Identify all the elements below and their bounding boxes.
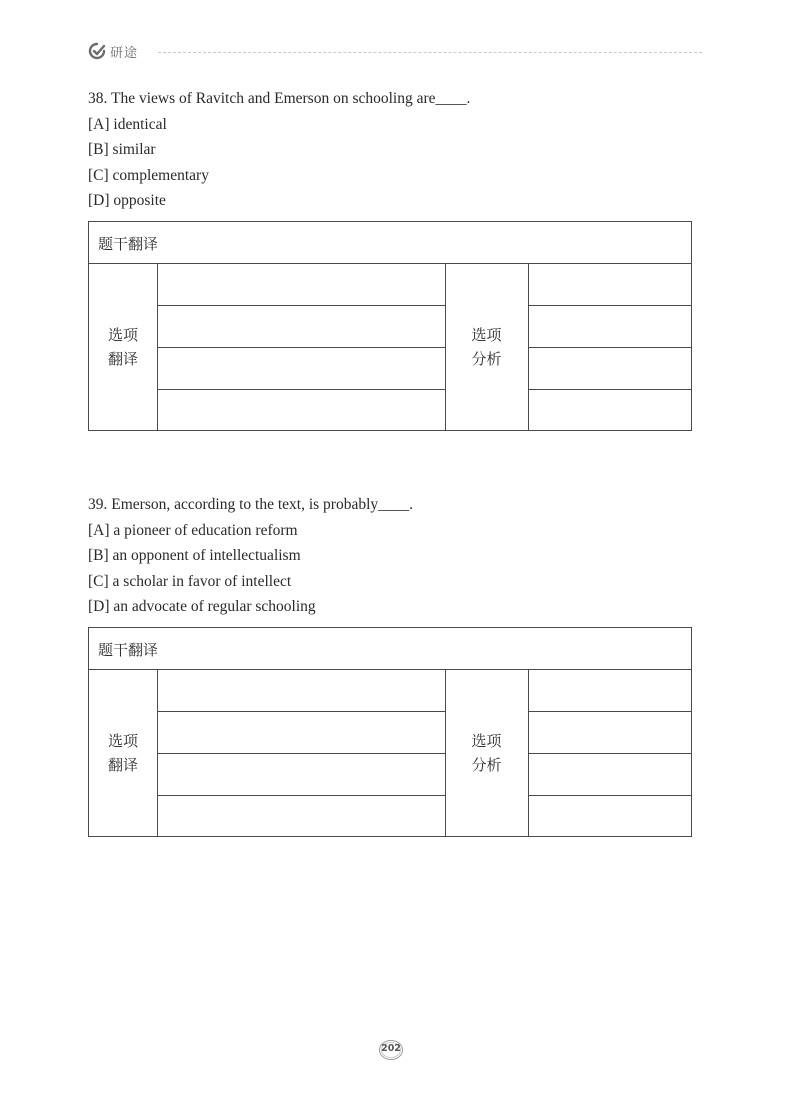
option-a: [A] identical [88,115,167,133]
header-divider [158,52,702,53]
question-stem: 38. The views of Ravitch and Emerson on schooling are____. [88,90,471,107]
option-translation-label [89,264,157,430]
page-header [88,41,702,61]
translation-cell-d[interactable] [158,390,445,431]
question-38 [88,86,708,214]
option-analysis-label [445,670,528,836]
option-d: [D] an advocate of regular schooling [88,598,316,615]
answer-grid-39 [88,627,692,837]
stem-translation-label: 题干翻译 [98,235,159,253]
translation-cell-a[interactable] [158,670,445,711]
translation-cell-a[interactable] [158,264,445,305]
option-analysis-label [445,264,528,430]
option-c: [C] complementary [88,166,209,184]
analysis-cell-b[interactable] [529,306,691,347]
stem-translation-row[interactable] [89,628,691,670]
translation-cell-b[interactable] [158,712,445,753]
option-translation-label-line2: 翻译 [107,756,138,774]
question-stem: 39. Emerson, according to the text, is probably____. [88,496,414,513]
analysis-cell-d[interactable] [529,390,691,431]
option-b: [B] similar [88,141,156,158]
option-translation-label-line1: 选项 [107,732,138,750]
stem-translation-label: 题干翻译 [98,641,159,659]
brand-logo-icon [88,42,106,60]
question-39 [88,492,708,620]
translation-cell-c[interactable] [158,348,445,389]
answer-grid-38 [88,221,692,431]
stem-translation-row[interactable] [89,222,691,264]
analysis-cell-a[interactable] [529,670,691,711]
option-translation-label [89,670,157,836]
option-analysis-label-line2: 分析 [471,350,502,368]
option-a: [A] a pioneer of education reform [88,521,298,539]
option-d: [D] opposite [88,192,166,209]
analysis-cell-c[interactable] [529,754,691,795]
option-translation-label-line2: 翻译 [107,350,138,368]
option-analysis-label-line1: 选项 [471,326,502,344]
translation-cell-b[interactable] [158,306,445,347]
option-translation-label-line1: 选项 [107,326,138,344]
analysis-cell-b[interactable] [529,712,691,753]
page-number: 202 [381,1043,401,1054]
option-analysis-label-line2: 分析 [471,756,502,774]
analysis-cell-c[interactable] [529,348,691,389]
translation-cell-c[interactable] [158,754,445,795]
option-c: [C] a scholar in favor of intellect [88,572,292,590]
translation-cell-d[interactable] [158,796,445,837]
analysis-cell-d[interactable] [529,796,691,837]
page-number-badge [378,1039,404,1061]
option-analysis-label-line1: 选项 [471,732,502,750]
option-b: [B] an opponent of intellectualism [88,547,301,564]
brand-name: 研途 [110,46,139,61]
analysis-cell-a[interactable] [529,264,691,305]
